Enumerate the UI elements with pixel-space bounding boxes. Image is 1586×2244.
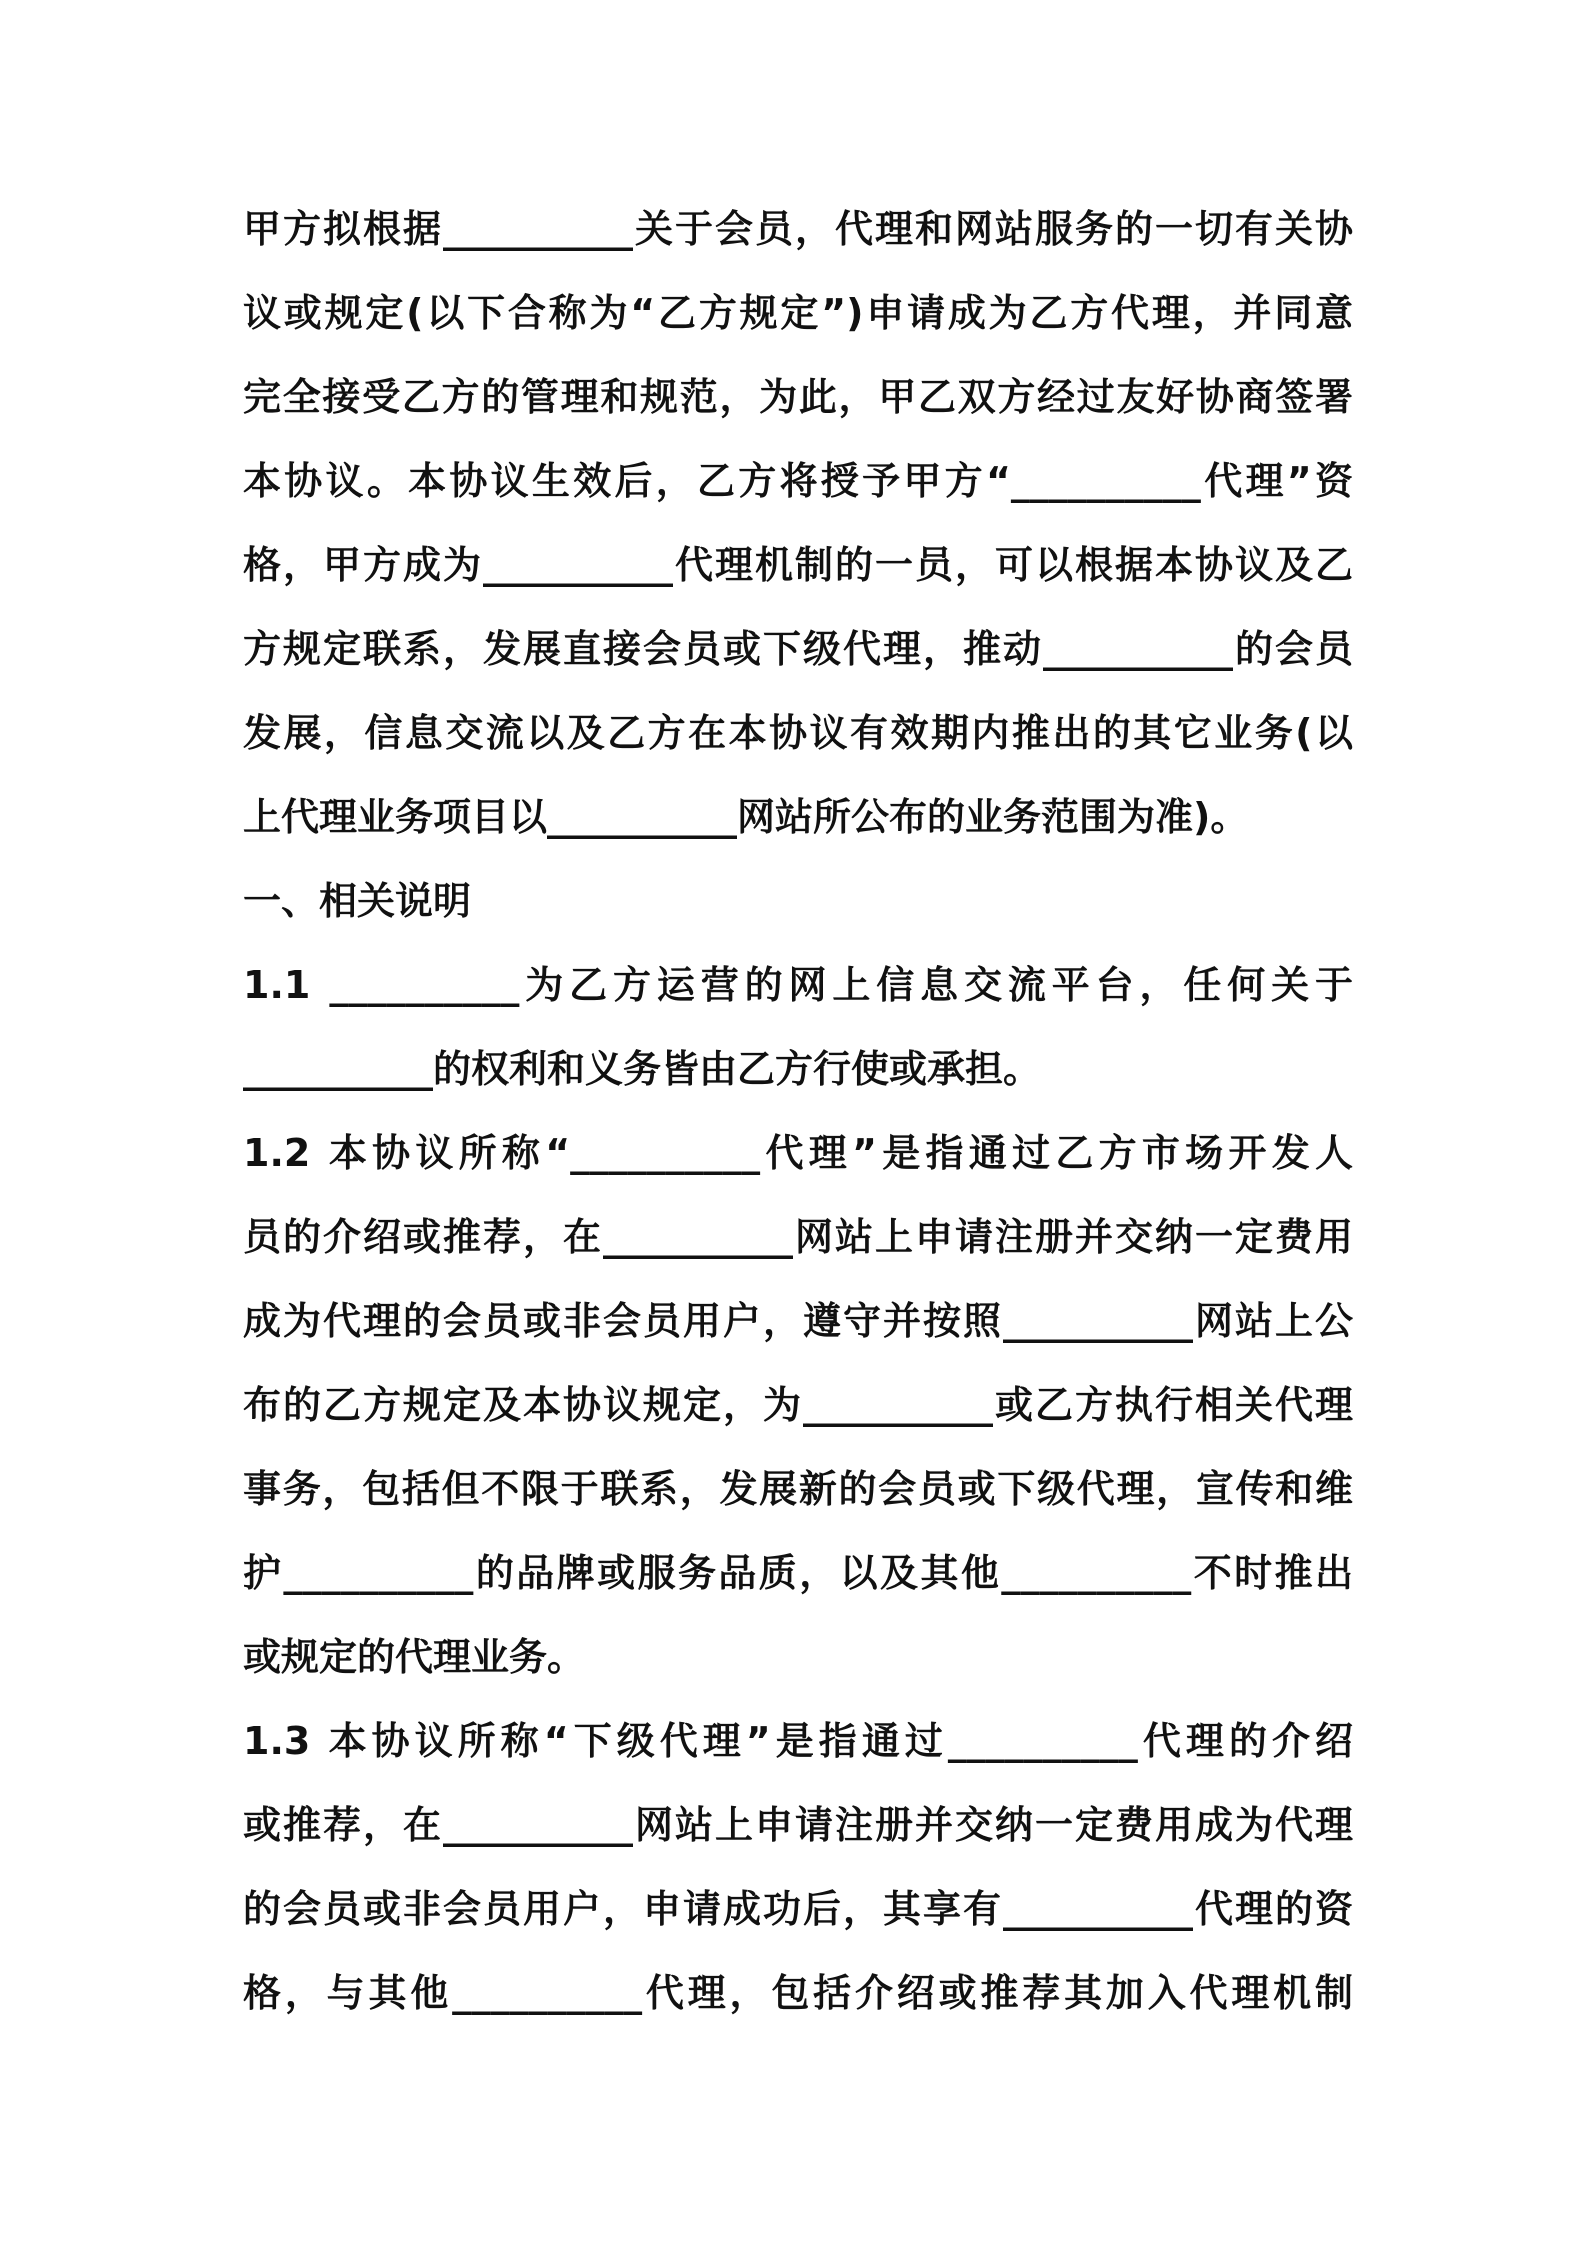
clause-line: 1.1 __________为乙方运营的网上信息交流平台，任何关于 <box>243 963 1353 1007</box>
paragraph-line: 甲方拟根据__________关于会员，代理和网站服务的一切有关协 <box>243 207 1353 251</box>
paragraph-line: 完全接受乙方的管理和规范，为此，甲乙双方经过友好协商签署 <box>243 375 1353 419</box>
clause-line: 1.2 本协议所称“__________代理”是指通过乙方市场开发人 <box>243 1131 1353 1175</box>
paragraph-line: 议或规定(以下合称为“乙方规定”)申请成为乙方代理，并同意 <box>243 291 1353 335</box>
clause-line: 或推荐，在__________网站上申请注册并交纳一定费用成为代理 <box>243 1803 1353 1847</box>
section-heading: 一、相关说明 <box>243 879 472 923</box>
clause-line: 护__________的品牌或服务品质，以及其他__________不时推出 <box>243 1551 1353 1595</box>
paragraph-line: 方规定联系，发展直接会员或下级代理，推动__________的会员 <box>243 627 1353 671</box>
clause-line: 布的乙方规定及本协议规定，为__________或乙方执行相关代理 <box>243 1383 1353 1427</box>
clause-line: 成为代理的会员或非会员用户，遵守并按照__________网站上公 <box>243 1299 1353 1343</box>
clause-line: 或规定的代理业务。 <box>243 1635 586 1679</box>
clause-line: 1.3 本协议所称“下级代理”是指通过__________代理的介绍 <box>243 1719 1353 1763</box>
paragraph-line: 上代理业务项目以__________网站所公布的业务范围为准)。 <box>243 795 1249 839</box>
paragraph-line: 本协议。本协议生效后，乙方将授予甲方“__________代理”资 <box>243 459 1353 503</box>
clause-line: 员的介绍或推荐，在__________网站上申请注册并交纳一定费用 <box>243 1215 1353 1259</box>
paragraph-line: 格，甲方成为__________代理机制的一员，可以根据本协议及乙 <box>243 543 1353 587</box>
clause-line: 格，与其他__________代理，包括介绍或推荐其加入代理机制 <box>243 1971 1353 2015</box>
clause-line: 事务，包括但不限于联系，发展新的会员或下级代理，宣传和维 <box>243 1467 1353 1511</box>
paragraph-line: 发展，信息交流以及乙方在本协议有效期内推出的其它业务(以 <box>243 711 1353 755</box>
clause-line: __________的权利和义务皆由乙方行使或承担。 <box>243 1047 1042 1091</box>
clause-line: 的会员或非会员用户，申请成功后，其享有__________代理的资 <box>243 1887 1353 1931</box>
